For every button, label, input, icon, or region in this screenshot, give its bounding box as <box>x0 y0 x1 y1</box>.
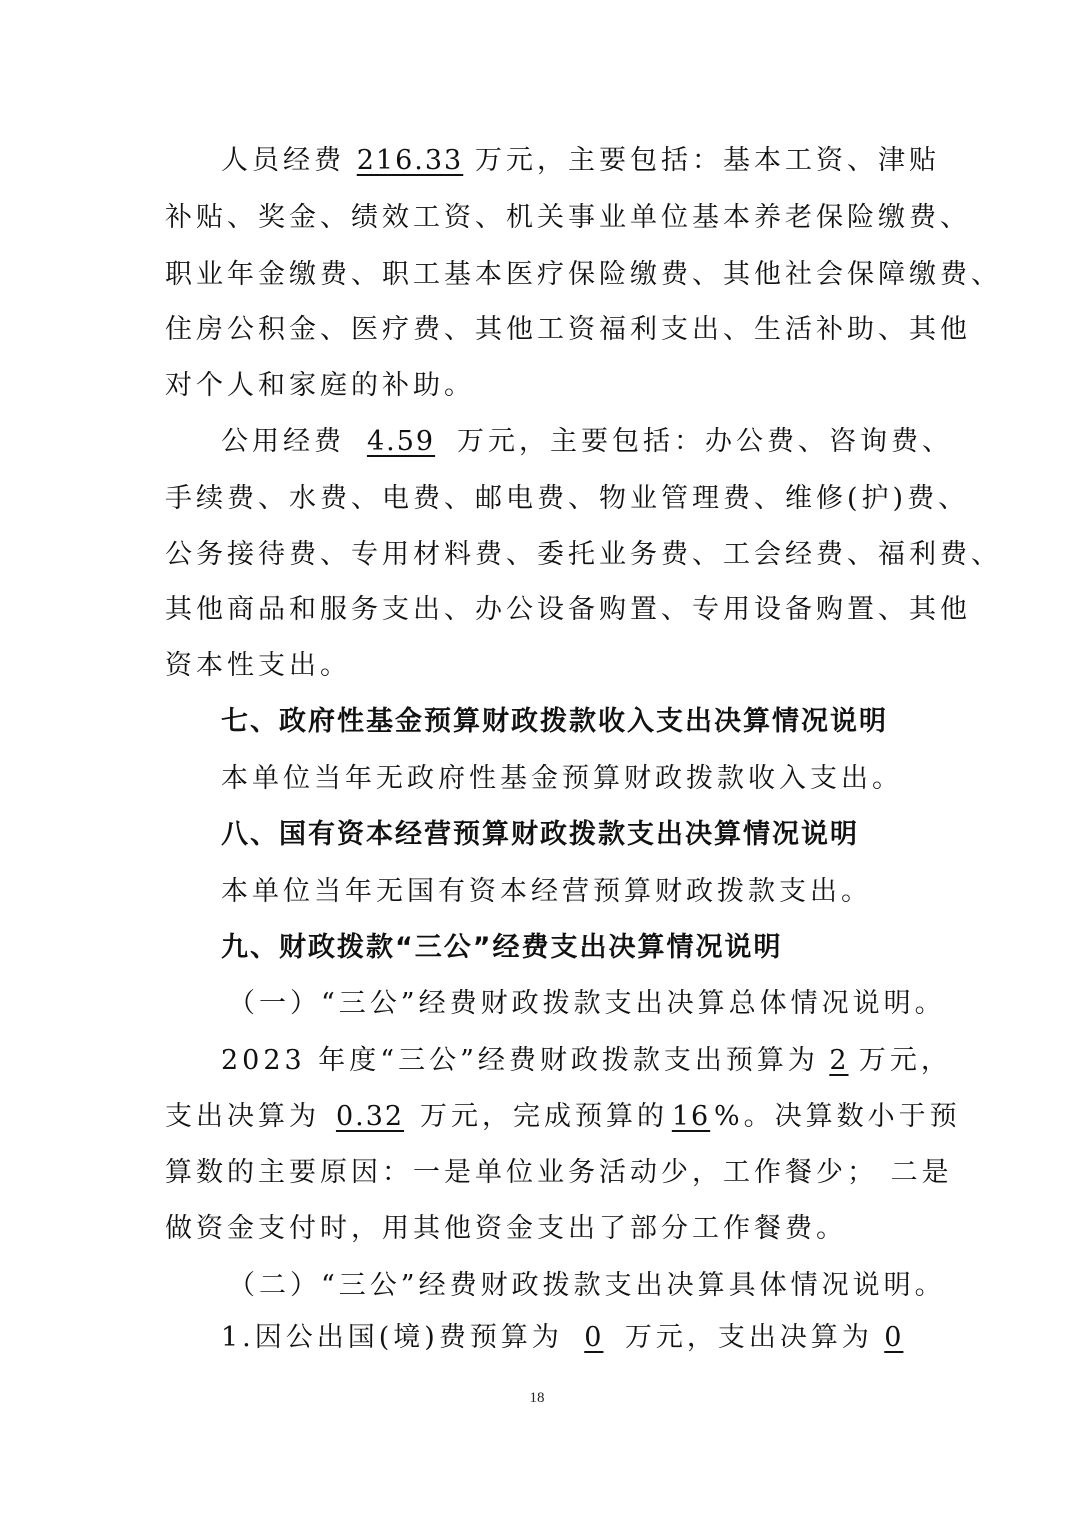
item1-prefix: 1.因公出国(境)费预算为 <box>221 1322 563 1353</box>
paragraph-line: 公务接待费、专用材料费、委托业务费、工会经费、福利费、 <box>165 539 1002 570</box>
three-public-budget-line <box>221 1043 952 1079</box>
section-9-subheading-2: （二）“三公”经费财政拨款支出决算具体情况说明。 <box>228 1270 946 1301</box>
section-8-text: 本单位当年无国有资本经营预算财政拨款支出。 <box>221 876 872 907</box>
public-expense-amount: 4.59 <box>366 426 436 457</box>
paragraph-line: 其他商品和服务支出、办公设备购置、专用设备购置、其他 <box>165 594 971 625</box>
paragraph-line: 做资金支付时，用其他资金支出了部分工作餐费。 <box>165 1213 847 1244</box>
item1-budget: 0 <box>584 1322 604 1353</box>
actual-suffix: %。决算数小于预 <box>714 1101 961 1132</box>
paragraph-line: 对个人和家庭的补助。 <box>165 370 475 401</box>
actual-amount: 0.32 <box>335 1101 405 1132</box>
section-7-heading: 七、政府性基金预算财政拨款收入支出决算情况说明 <box>221 706 888 737</box>
section-8-heading: 八、国有资本经营预算财政拨款支出决算情况说明 <box>221 819 859 850</box>
public-expense-suffix: 万元，主要包括：办公费、咨询费、 <box>457 426 953 457</box>
personnel-expense-prefix: 人员经费 <box>221 145 345 176</box>
personnel-expense-amount: 216.33 <box>356 145 464 176</box>
paragraph-line: 职业年金缴费、职工基本医疗保险缴费、其他社会保障缴费、 <box>165 259 1002 290</box>
personnel-expense-suffix: 万元，主要包括：基本工资、津贴 <box>475 145 940 176</box>
public-expense-line <box>221 424 953 460</box>
public-expense-prefix: 公用经费 <box>221 426 345 457</box>
overseas-expense-line <box>221 1320 925 1356</box>
budget-amount: 2 <box>829 1045 849 1076</box>
section-9-heading: 九、财政拨款“三公”经费支出决算情况说明 <box>221 932 783 963</box>
paragraph-line: 手续费、水费、电费、邮电费、物业管理费、维修(护)费、 <box>165 483 970 514</box>
paragraph-line: 住房公积金、医疗费、其他工资福利支出、生活补助、其他 <box>165 314 971 345</box>
item1-actual: 0 <box>884 1322 904 1353</box>
actual-spending-line <box>165 1099 961 1135</box>
paragraph-line: 资本性支出。 <box>165 650 351 681</box>
page-number: 18 <box>529 1390 545 1406</box>
paragraph-line: 算数的主要原因：一是单位业务活动少，工作餐少； 二是 <box>165 1157 953 1188</box>
item1-mid: 万元，支出决算为 <box>624 1322 873 1353</box>
budget-suffix: 万元， <box>858 1045 952 1076</box>
actual-prefix: 支出决算为 <box>165 1101 320 1132</box>
section-7-text: 本单位当年无政府性基金预算财政拨款收入支出。 <box>221 763 903 794</box>
completion-percent: 16 <box>671 1101 711 1132</box>
section-9-subheading-1: （一）“三公”经费财政拨款支出决算总体情况说明。 <box>228 988 946 1019</box>
actual-mid: 万元，完成预算的 <box>420 1101 668 1132</box>
budget-prefix: 2023 年度“三公”经费财政拨款支出预算为 <box>221 1045 819 1076</box>
personnel-expense-line <box>221 143 940 179</box>
paragraph-line: 补贴、奖金、绩效工资、机关事业单位基本养老保险缴费、 <box>165 202 971 233</box>
